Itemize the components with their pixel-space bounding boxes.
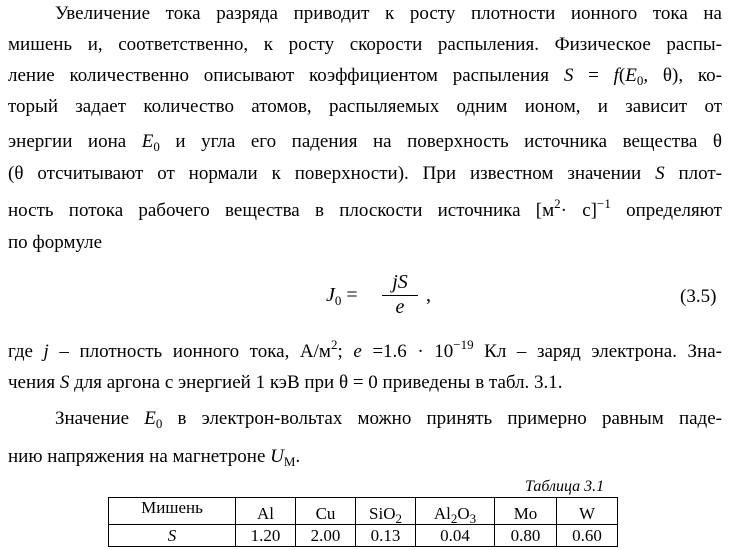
formula-numerator: jS xyxy=(392,271,408,293)
sputtering-table xyxy=(108,497,618,547)
table-cell: 0.13 xyxy=(356,525,416,547)
paragraph-1-line-4: торый задает количество атомов, распыляемых одним ионом, и зависит от xyxy=(8,96,722,117)
formula-3-5 xyxy=(322,271,442,323)
table-header-cell: Cu xyxy=(296,498,356,525)
paragraph-3-line-1: Значение $E_0$ в электрон-вольтах можно принять примерно равным паде- xyxy=(55,408,722,431)
paragraph-1-line-3: ление количественно описывают коэффициентом распыления $S = f(E_0$, θ), ко- xyxy=(8,65,722,88)
paragraph-1-line-8: по формуле xyxy=(8,232,103,253)
table-header-row xyxy=(109,498,618,525)
table-cell: 2.00 xyxy=(296,525,356,547)
table-cell: 0.60 xyxy=(557,525,618,547)
paragraph-3-line-2: нию напряжения на магнетроне $U_М$. xyxy=(8,446,301,469)
table-header-cell: $Al_2O_3$ xyxy=(416,498,495,525)
formula-fraction xyxy=(380,271,420,318)
table-header-label: Мишень xyxy=(109,498,236,525)
paragraph-2-line-2: чения S для аргона с энергией 1 кэВ при θ = 0 приведены в табл. 3.1. xyxy=(8,372,563,393)
table-header-cell: Al xyxy=(236,498,296,525)
paragraph-1-line-2: мишень и, соответственно, к росту скорости распыления. Физическое распы- xyxy=(8,34,722,55)
table-header-cell: SiO$_2$ xyxy=(356,498,416,525)
paragraph-1-line-5: энергии иона $E_0$ и угла его падения на поверхность источника вещества θ xyxy=(8,131,722,154)
formula-denominator: e xyxy=(395,296,405,318)
table-cell: 1.20 xyxy=(236,525,296,547)
paragraph-2-line-1: где j – плотность ионного тока, $А/м^2$; $e =1.6 \cdot 10^{-19}$ Кл – заряд электрона. Зна- xyxy=(8,337,723,362)
table-header-cell: Mo xyxy=(495,498,557,525)
paragraph-1-line-1: Увеличение тока разряда приводит к росту плотности ионного тока на xyxy=(55,3,722,24)
paragraph-1-line-6: (θ отсчитывают от нормали к поверхности). При известном значении S плот- xyxy=(8,163,722,184)
table-cell: 0.80 xyxy=(495,525,557,547)
table-caption: Таблица 3.1 xyxy=(525,478,605,495)
paragraph-1-line-7: ность потока рабочего вещества в плоскости источника $[м^2\cdot с]^{-1}$ определяют xyxy=(8,196,722,221)
formula-comma: , xyxy=(426,284,431,306)
table-row xyxy=(109,525,618,547)
table-row-label: S xyxy=(109,525,236,547)
formula-lhs: $J_0$ = xyxy=(326,284,358,308)
table-cell: 0.04 xyxy=(416,525,495,547)
equation-number: (3.5) xyxy=(680,286,717,307)
table-header-cell: W xyxy=(557,498,618,525)
